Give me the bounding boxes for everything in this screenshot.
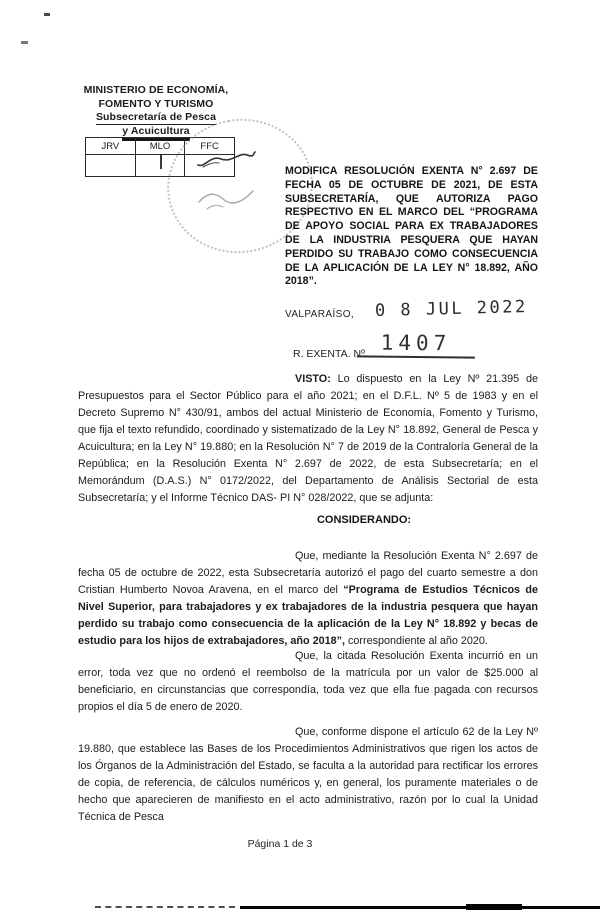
- ministry-line-1: MINISTERIO DE ECONOMÍA,: [83, 84, 229, 96]
- resolution-number-label: R. EXENTA. Nº: [293, 348, 365, 360]
- page-number: Página 1 de 3: [247, 838, 313, 850]
- initials-cell-mlo: MLO: [135, 138, 185, 155]
- p1-text-b: correspondiente al año 2020.: [345, 635, 488, 647]
- scan-artifact-dashes: [95, 906, 235, 908]
- initials-cell-jrv: JRV: [86, 138, 136, 155]
- scan-artifact-blob: [466, 904, 522, 910]
- scan-artifact-bar: [240, 906, 600, 909]
- resolution-title: MODIFICA RESOLUCIÓN EXENTA N° 2.697 DE FECHA 05 DE OCTUBRE DE 2021, DE ESTA SUBSECRETARÍA, QUE AUTORIZA PAGO RESPECTIVO EN EL MARCO DEL “PROGRAMA DE APOYO SOCIAL PARA EX TRABAJADORES DE LA INDUSTRIA PESQUERA QUE HAYAN PERDIDO SU TRABAJO COMO CONSECUENCIA DE LA APLICACIÓN DE LA LEY N° 18.892, AÑO 2018”.: [285, 165, 538, 288]
- resolution-number-value: 1407: [357, 330, 475, 358]
- subsecretaria-line-2: y Acuicultura: [68, 125, 244, 139]
- scan-speck: [21, 41, 28, 44]
- pen-tick-mark: [160, 155, 162, 169]
- considerando-paragraph-1: [78, 548, 538, 650]
- date-stamp: 0 8 JUL 2022: [374, 297, 528, 321]
- visto-label: VISTO:: [295, 373, 331, 385]
- considerando-paragraph-2: Que, la citada Resolución Exenta incurrió en un error, toda vez que no ordenó el reembolso de la matrícula por un valor de $25.000 al beneficiario, en circunstancias que correspondía, toda vez que ella fue pagada con recursos propios el día 5 de enero de 2020.: [78, 650, 538, 713]
- ministry-line-2: FOMENTO Y TURISMO: [98, 97, 214, 110]
- initials-cell-ffc: FFC: [185, 138, 235, 155]
- p1-text-a: Que, mediante la Resolución Exenta N° 2.697 de fecha 05 de octubre de 2022, esta Subsecretaría autorizó el pago del cuarto semestre a don Cristian Humberto Novoa Aravena, en el marco del: [78, 550, 538, 596]
- subsecretaria-line-1: Subsecretaría de Pesca: [95, 111, 217, 123]
- visto-text: Lo dispuesto en la Ley Nº 21.395 de Presupuestos para el Sector Público para el año 2021; en el D.F.L. Nº 5 de 1983 y en el Decreto Supremo N° 430/91, ambos del actual Ministerio de Economía, Fomento y Turismo, que fija el texto refundido, coordinado y sistematizado de la Ley N° 18.892, General de Pesca y Acuicultura; en la Ley N° 19.880; en la Resolución N° 7 de 2019 de la Contraloría General de la República; en la Resolución Exenta N° 2.697 de 2022, de esta Subsecretaría; en el Memorándum (D.A.S.) N° 0172/2022, del Departamento de Análisis Sectorial de esta Subsecretaría; y el Informe Técnico DAS- PI N° 028/2022, que se adjunta:: [78, 373, 538, 504]
- scan-speck: [44, 13, 50, 16]
- dateline: [285, 297, 528, 322]
- city-label: VALPARAÍSO,: [285, 309, 355, 320]
- visto-paragraph: [78, 371, 538, 507]
- considerando-paragraph-3: Que, conforme dispone el artículo 62 de la Ley Nº 19.880, que establece las Bases de los Procedimientos Administrativos que rigen los actos de los Órganos de la Administración del Estado, se faculta a la autoridad para rectificar los errores de copia, de referencia, de cálculos numéricos y, en general, los puramente materiales o de hecho que aparecieren de manifiesto en el acto administrativo, razón por lo cual la Unidad Técnica de Pesca: [78, 726, 538, 823]
- signature-cell-empty: [86, 155, 136, 177]
- considerando-heading: CONSIDERANDO:: [316, 514, 412, 526]
- p1-program-name: “Programa de Estudios Técnicos de Nivel Superior, para trabajadores y ex trabajadores de la industria pesquera que hayan perdido su trabajo como consecuencia de la aplicación de la Ley N° 18.892 y becas de estudio para los hijos de extrabajadores, año 2018”,: [78, 584, 538, 647]
